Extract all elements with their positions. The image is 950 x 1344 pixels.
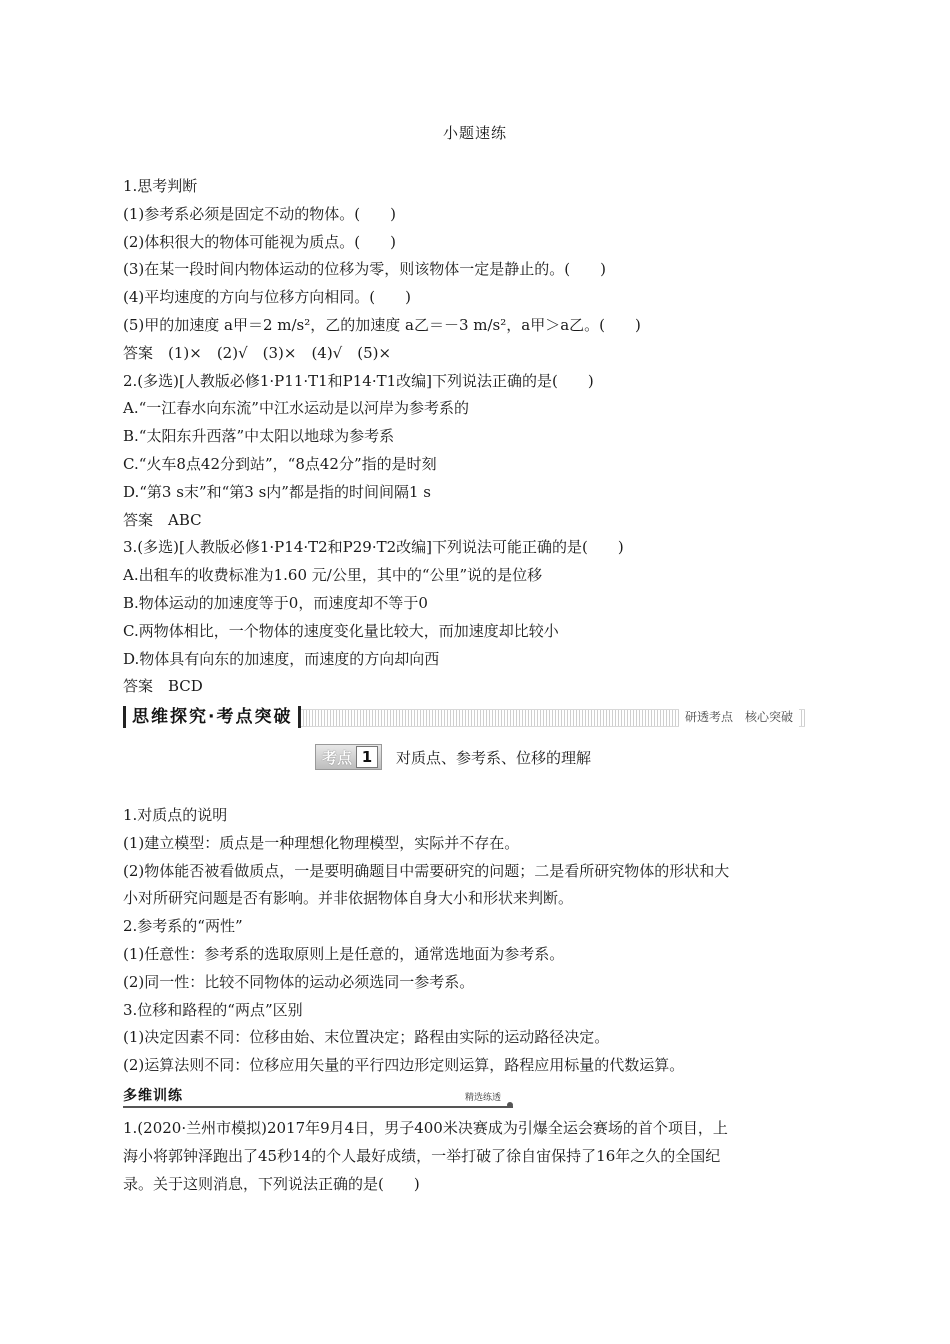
explanation-block: [123, 802, 843, 1080]
kaodian-badge: [315, 744, 382, 770]
text-line: 1.对质点的说明: [123, 806, 228, 824]
kaodian-header: [315, 745, 591, 769]
training-question-block: [123, 1115, 843, 1198]
banner-title: 思维探究·考点突破: [123, 706, 301, 728]
text-line: (5)甲的加速度 a甲＝2 m/s²，乙的加速度 a乙＝－3 m/s²，a甲＞a乙。( ): [123, 315, 641, 334]
question-line: 1.(2020·兰州市模拟)2017年9月4日，男子400米决赛成为引爆全运会赛场的首个项目，上: [123, 1119, 728, 1137]
text-line: (1)任意性：参考系的选取原则上是任意的，通常选地面为参考系。: [123, 944, 565, 963]
kaodian-title: 对质点、参考系、位移的理解: [396, 748, 592, 767]
training-underline: [123, 1106, 513, 1108]
option-line: B.物体运动的加速度等于0，而速度却不等于0: [123, 593, 428, 612]
answer-line: 答案 BCD: [123, 677, 203, 696]
answer-line: 答案 (1)× (2)√ (3)× (4)√ (5)×: [123, 343, 392, 362]
quick-practice-block: [123, 173, 843, 701]
text-line: 2.参考系的“两性”: [123, 917, 243, 936]
text-line: 1.思考判断: [123, 177, 198, 195]
answer-line: 答案 ABC: [123, 510, 202, 529]
text-line: (1)决定因素不同：位移由始、末位置决定；路程由实际的运动路径决定。: [123, 1028, 610, 1047]
question-line: 2.(多选)[人教版必修1·P11·T1和P14·T1改编]下列说法正确的是( ): [123, 371, 594, 390]
kaodian-label: 考点: [322, 748, 353, 767]
option-line: B.“太阳东升西落”中太阳以地球为参考系: [123, 427, 395, 446]
text-line: (2)运算法则不同：位移应用矢量的平行四边形定则运算，路程应用标量的代数运算。: [123, 1056, 685, 1075]
question-line: 3.(多选)[人教版必修1·P14·T2和P29·T2改编]下列说法可能正确的是( ): [123, 538, 624, 557]
text-line: (1)参考系必须是固定不动的物体。( ): [123, 204, 396, 223]
option-line: D.物体具有向东的加速度，而速度的方向却向西: [123, 649, 440, 668]
text-line: (2)物体能否被看做质点，一是要明确题目中需要研究的问题；二是看所研究物体的形状和大: [123, 861, 730, 880]
text-line: (2)体积很大的物体可能视为质点。( ): [123, 232, 396, 251]
text-line: 小对所研究问题是否有影响。并非依据物体自身大小和形状来判断。: [123, 889, 574, 908]
training-header: [123, 1086, 513, 1108]
banner-subtitle: 研透考点 核心突破: [679, 706, 799, 728]
kaodian-number: 1: [356, 746, 378, 768]
option-line: D.“第3 s末”和“第3 s内”都是指的时间间隔1 s: [123, 482, 431, 501]
option-line: C.两物体相比，一个物体的速度变化量比较大，而加速度却比较小: [123, 621, 559, 640]
section-banner: [123, 706, 805, 728]
option-line: C.“火车8点42分到站”，“8点42分”指的是时刻: [123, 454, 437, 473]
question-line: 海小将郭钟泽跑出了45秒14的个人最好成绩，一举打破了徐自宙保持了16年之久的全国纪: [123, 1146, 721, 1165]
text-line: (3)在某一段时间内物体运动的位移为零，则该物体一定是静止的。( ): [123, 260, 606, 279]
option-line: A.出租车的收费标准为1.60 元/公里，其中的“公里”说的是位移: [123, 566, 543, 585]
training-dot: [507, 1102, 513, 1108]
section-title: 小题速练: [442, 124, 507, 142]
text-line: 3.位移和路程的“两点”区别: [123, 1000, 303, 1019]
training-subtitle: 精选练透: [464, 1093, 501, 1103]
text-line: (1)建立模型：质点是一种理想化物理模型，实际并不存在。: [123, 833, 520, 852]
text-line: (2)同一性：比较不同物体的运动必须选同一参考系。: [123, 972, 475, 991]
training-title: 多维训练: [123, 1088, 183, 1104]
option-line: A.“一江春水向东流”中江水运动是以河岸为参考系的: [123, 399, 469, 418]
question-line: 录。关于这则消息，下列说法正确的是( ): [123, 1174, 420, 1193]
text-line: (4)平均速度的方向与位移方向相同。( ): [123, 288, 411, 307]
